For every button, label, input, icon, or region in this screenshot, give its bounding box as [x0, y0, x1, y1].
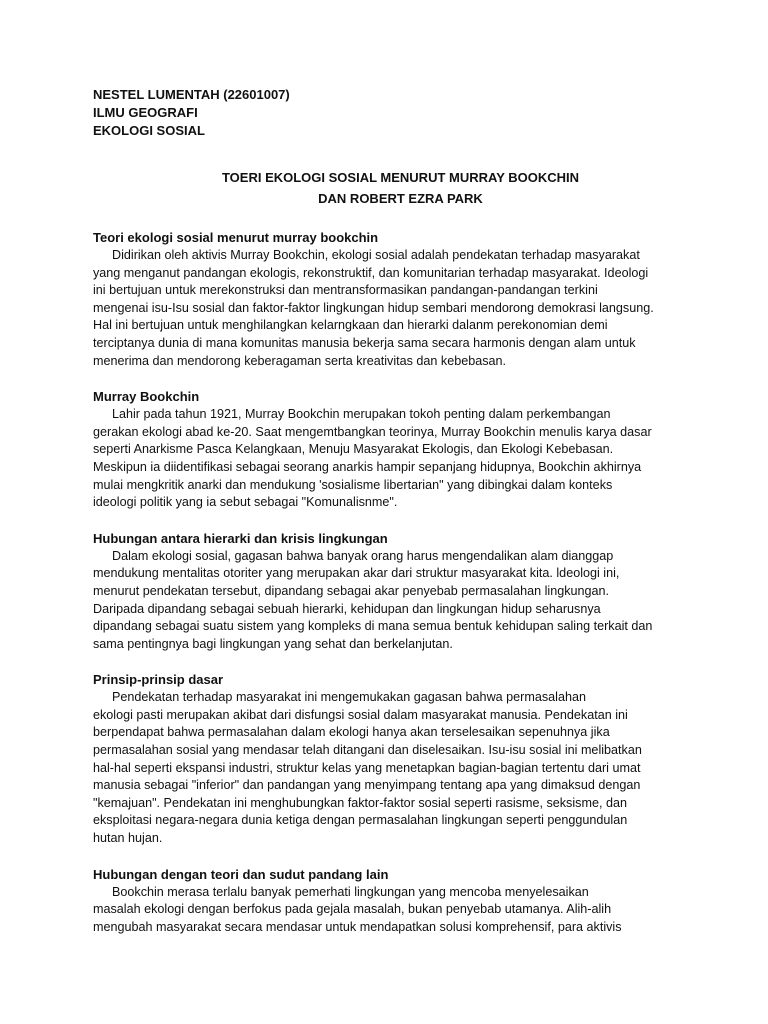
section — [93, 671, 708, 847]
section-paragraph — [93, 548, 708, 654]
paragraph-line: seperti Anarkisme Pasca Kelangkaan, Menuju Masyarakat Ekologis, dan Ekologi Kebebasan. — [93, 442, 614, 457]
paragraph-line: gerakan ekologi abad ke-20. Saat mengemtbangkan teorinya, Murray Bookchin menulis karya dasar — [93, 424, 652, 439]
section-paragraph — [93, 884, 708, 937]
paragraph-line: dipandang sebagai suatu sistem yang kompleks di mana semua bentuk kehidupan saling terkait dan — [93, 619, 653, 634]
paragraph-line: menurut pendekatan tersebut, dipandang sebagai akar penyebab permasalahan lingkungan. — [93, 583, 610, 598]
paragraph-line: Meskipun ia diidentifikasi sebagai seorang anarkis hampir sepanjang hidupnya, Bookchin akhirnya — [93, 459, 642, 474]
paragraph-line: hutan hujan. — [93, 831, 163, 846]
section — [93, 229, 708, 370]
paragraph-line: ideologi politik yang ia sebut sebagai "Komunalisnme". — [93, 495, 398, 510]
paragraph-line: masalah ekologi dengan berfokus pada gejala masalah, bukan penyebab utamanya. Alih-alih — [93, 902, 612, 917]
course-label: EKOLOGI SOSIAL — [93, 123, 205, 138]
section-heading: Teori ekologi sosial menurut murray bookchin — [93, 230, 379, 245]
paragraph-line: manusia sebagai "inferior" dan pandangan yang menyimpang tentang apa yang dimaksud dengan — [93, 778, 641, 793]
document-title — [93, 167, 708, 209]
paragraph-line: Dalam ekologi sosial, gagasan bahwa banyak orang harus mengendalikan alam dianggap — [112, 548, 614, 563]
author-name: NESTEL LUMENTAH (22601007) — [93, 87, 290, 102]
paragraph-line: sama pentingnya bagi lingkungan yang sehat dan berkelanjutan. — [93, 636, 453, 651]
section-heading: Prinsip-prinsip dasar — [93, 672, 224, 688]
section-paragraph — [93, 247, 708, 370]
section — [93, 530, 708, 654]
section — [93, 866, 708, 937]
paragraph-line: Pendekatan terhadap masyarakat ini mengemukakan gagasan bahwa permasalahan — [112, 690, 586, 705]
author-header — [93, 86, 708, 140]
paragraph-line: ini bertujuan untuk merekonstruksi dan mentransformasikan pandangan-pandangan terkini — [93, 283, 598, 298]
paragraph-line: Daripada dipandang sebagai sebuah hierarki, kehidupan dan lingkungan hidup seharusnya — [93, 601, 601, 616]
paragraph-line: menerima dan mendorong keberagaman serta kreativitas dan kebebasan. — [93, 353, 507, 368]
paragraph-line: mengubah masyarakat secara mendasar untuk mendapatkan solusi komprehensif, para aktivis — [93, 919, 622, 934]
section-paragraph — [93, 406, 708, 512]
section — [93, 388, 708, 512]
paragraph-line: mulai mengkritik anarki dan mendukung 'sosialisme libertarian" yang dibingkai dalam konteks — [93, 477, 613, 492]
paragraph-line: yang menganut pandangan ekologis, rekonstruktif, dan komunitarian terhadap masyarakat. Ideologi — [93, 265, 649, 280]
paragraph-line: Lahir pada tahun 1921, Murray Bookchin merupakan tokoh penting dalam perkembangan — [112, 407, 611, 422]
department-label: ILMU GEOGRAFI — [93, 105, 198, 120]
paragraph-line: ekologi pasti merupakan akibat dari disfungsi sosial dalam masyarakat manusia. Pendekatan ini — [93, 707, 628, 722]
section-paragraph — [93, 689, 708, 847]
section-heading: Hubungan antara hierarki dan krisis lingkungan — [93, 530, 388, 546]
paragraph-line: Bookchin merasa terlalu banyak pemerhati lingkungan yang mencoba menyelesaikan — [112, 884, 589, 899]
paragraph-line: permasalahan sosial yang mendasar telah ditangani dan diselesaikan. Isu-isu sosial ini melibatkan — [93, 743, 642, 758]
paragraph-line: Didirikan oleh aktivis Murray Bookchin, ekologi sosial adalah pendekatan terhadap masyarakat — [112, 248, 640, 262]
paragraph-line: hal-hal seperti ekspansi industri, struktur kelas yang menetapkan bagian-bagian tertentu dari umat — [93, 760, 641, 775]
document-body — [93, 229, 708, 936]
paragraph-line: mengenai isu-Isu sosial dan faktor-faktor lingkungan hidup sembari mendorong demokrasi langsung. — [93, 300, 654, 315]
title-line-1: TOERI EKOLOGI SOSIAL MENURUT MURRAY BOOKCHIN — [221, 170, 580, 185]
paragraph-line: eksploitasi negara-negara dunia ketiga dengan permasalahan lingkungan seperti penggundulan — [93, 813, 628, 828]
section-heading: Murray Bookchin — [93, 389, 200, 405]
paragraph-line: Hal ini bertujuan untuk menghilangkan kelarngkaan dan hierarki dalanm perekonomian demi — [93, 318, 608, 333]
paragraph-line: "kemajuan". Pendekatan ini menghubungkan faktor-faktor sosial seperti rasisme, seksisme, dan — [93, 795, 627, 810]
section-heading: Hubungan dengan teori dan sudut pandang lain — [93, 866, 389, 882]
paragraph-line: mendukung mentalitas otoriter yang merupakan akar dari struktur masyarakat kita. ldeologi ini, — [93, 566, 620, 581]
title-line-2: DAN ROBERT EZRA PARK — [318, 191, 483, 206]
paragraph-line: terciptanya dunia di mana komunitas manusia bekerja sama secara harmonis dengan alam untuk — [93, 335, 636, 350]
paragraph-line: berpendapat bahwa permasalahan dalam ekologi hanya akan terselesaikan sepenuhnya jika — [93, 725, 610, 740]
